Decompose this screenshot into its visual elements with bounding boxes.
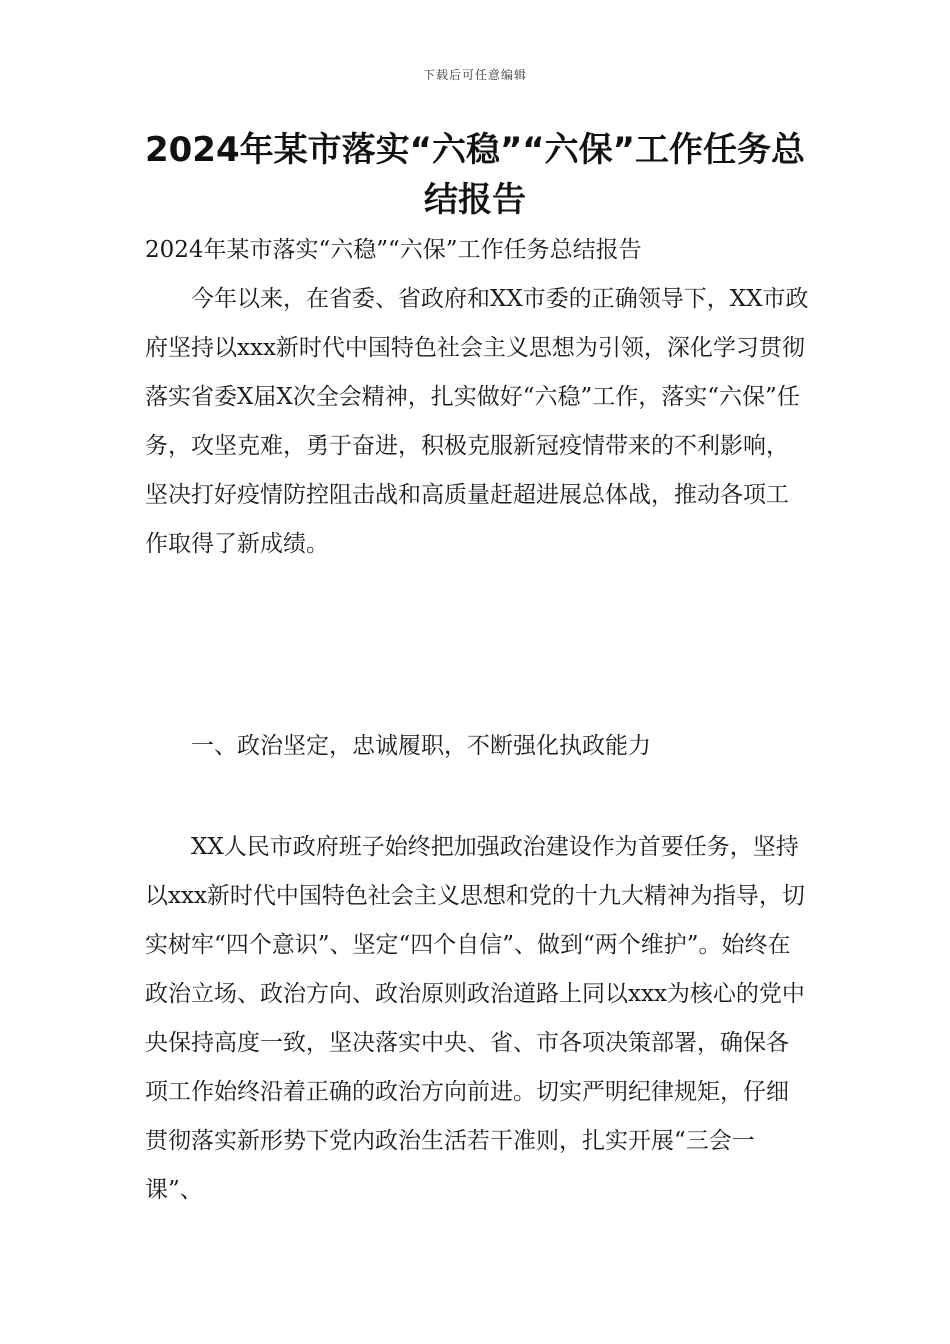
document-title: 2024年某市落实“六稳”“六保”工作任务总结报告 bbox=[144, 130, 805, 220]
document-subtitle: 2024年某市落实“六稳”“六保”工作任务总结报告 bbox=[145, 237, 642, 263]
section-heading: 一、政治坚定，忠诚履职，不断强化执政能力 bbox=[191, 733, 651, 759]
section-paragraph: XX人民市政府班子始终把加强政治建设作为首要任务，坚持以xxx新时代中国特色社会主义思想和党的十九大精神为指导，切实树牢“四个意识”、坚定“四个自信”、做到“两个维护”。始终在政治立场、政治方向、政治原则政治道路上同以xxx为核心的党中央保持高度一致，坚决落实中央、省、市各项决策部署，确保各项工作始终沿着正确的政治方向前进。切实严明纪律规矩，仔细贯彻落实新形势下党内政治生活若干准则，扎实开展“三会一课”、 bbox=[145, 834, 805, 1203]
intro-paragraph: 今年以来，在省委、省政府和XX市委的正确领导下，XX市政府坚持以xxx新时代中国特色社会主义思想为引领，深化学习贯彻落实省委X届X次全会精神，扎实做好“六稳”工作，落实“六保”任务，攻坚克难，勇于奋进，积极克服新冠疫情带来的不利影响，坚决打好疫情防控阻击战和高质量赶超进展总体战，推动各项工作取得了新成绩。 bbox=[145, 286, 809, 557]
header-note: 下载后可任意编辑 bbox=[422, 68, 527, 82]
